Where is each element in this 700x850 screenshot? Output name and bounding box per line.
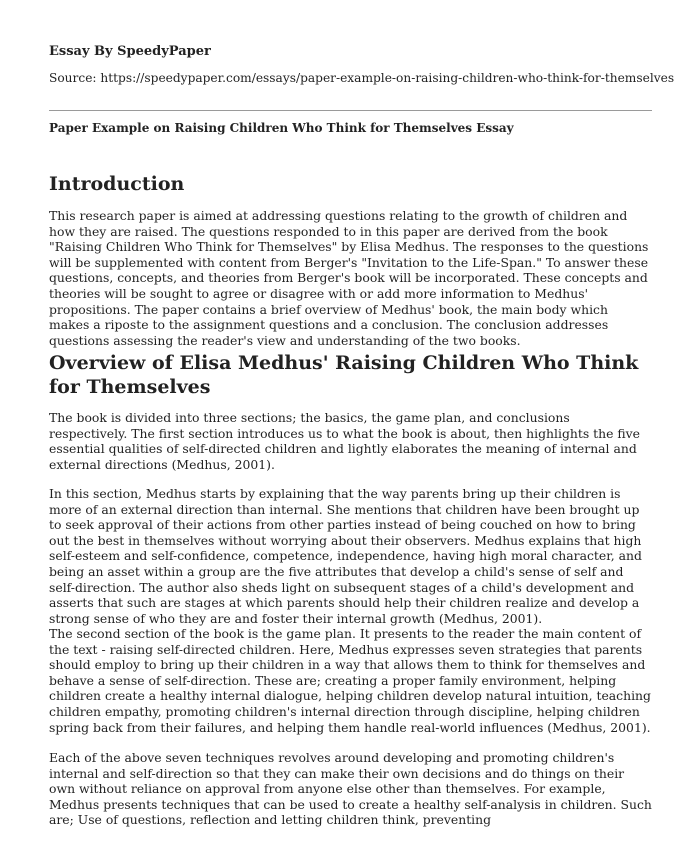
paragraph-overview-1: The book is divided into three sections; the basics, the game plan, and conclusions respectively. The first section introduces us to what the book is about, then highlights the five essential qualities of self-directed children and lightly elaborates the meaning of internal and external directions (Medhus, 2001). xyxy=(49,410,640,472)
paragraph-overview-3: The second section of the book is the game plan. It presents to the reader the main content of the text - raising self-directed children. Here, Medhus expresses seven strategies that parents should employ to bring up their children in a way that allows them to think for themselves and behave a sense of self-direction. These are; creating a proper family environment, helping children create a healthy internal dialogue, helping children develop natural intuition, teaching children empathy, promoting children's internal direction through discipline, helping children spring back from their failures, and helping them handle real-world influences (Medhus, 2001). xyxy=(49,626,651,735)
paragraph-overview-4: Each of the above seven techniques revolves around developing and promoting children's internal and self-direction so that they can make their own decisions and do things on their own without reliance on approval from anyone else other than themselves. For example, Medhus presents techniques that can be used to create a healthy self-analysis in children. Such are; Use of questions, reflection and letting children think, preventing xyxy=(49,750,652,828)
essay-title: Paper Example on Raising Children Who Think for Themselves Essay xyxy=(49,121,514,135)
paragraph-introduction: This research paper is aimed at addressing questions relating to the growth of children and how they are raised. The questions responded to in this paper are derived from the book "Raising Children Who Think for Themselves" by Elisa Medhus. The responses to the questions will be supplemented with content from Berger's "Invitation to the Life-Span." To answer these questions, concepts, and theories from Berger's book will be incorporated. These concepts and theories will be sought to agree or disagree with or add more information to Medhus' propositions. The paper contains a brief overview of Medhus' book, the main body which makes a riposte to the assignment questions and a conclusion. The conclusion addresses questions assessing the reader's view and understanding of the two books. xyxy=(49,208,649,348)
source-line: Source: https://speedypaper.com/essays/paper-example-on-raising-children-who-think-for-themselves xyxy=(49,71,675,85)
section-heading-introduction: Introduction xyxy=(49,173,185,195)
paragraph-overview-2: In this section, Medhus starts by explaining that the way parents bring up their children is more of an external direction than internal. She mentions that children have been brought up to seek approval of their actions from other parties instead of being couched on how to bring out the best in themselves without worrying about their observers. Medhus explains that high self-esteem and self-confidence, competence, independence, having high moral character, and being an asset within a group are the five attributes that develop a child's sense of self and self-direction. The author also sheds light on subsequent stages of a child's development and asserts that such are stages at which parents should help their children realize and develop a strong sense of who they are and foster their internal growth (Medhus, 2001). xyxy=(49,486,642,626)
document-label: Essay By SpeedyPaper xyxy=(49,44,211,59)
section-heading-overview: Overview of Elisa Medhus' Raising Children Who Think for Themselves xyxy=(49,352,639,398)
header-divider xyxy=(49,110,652,111)
